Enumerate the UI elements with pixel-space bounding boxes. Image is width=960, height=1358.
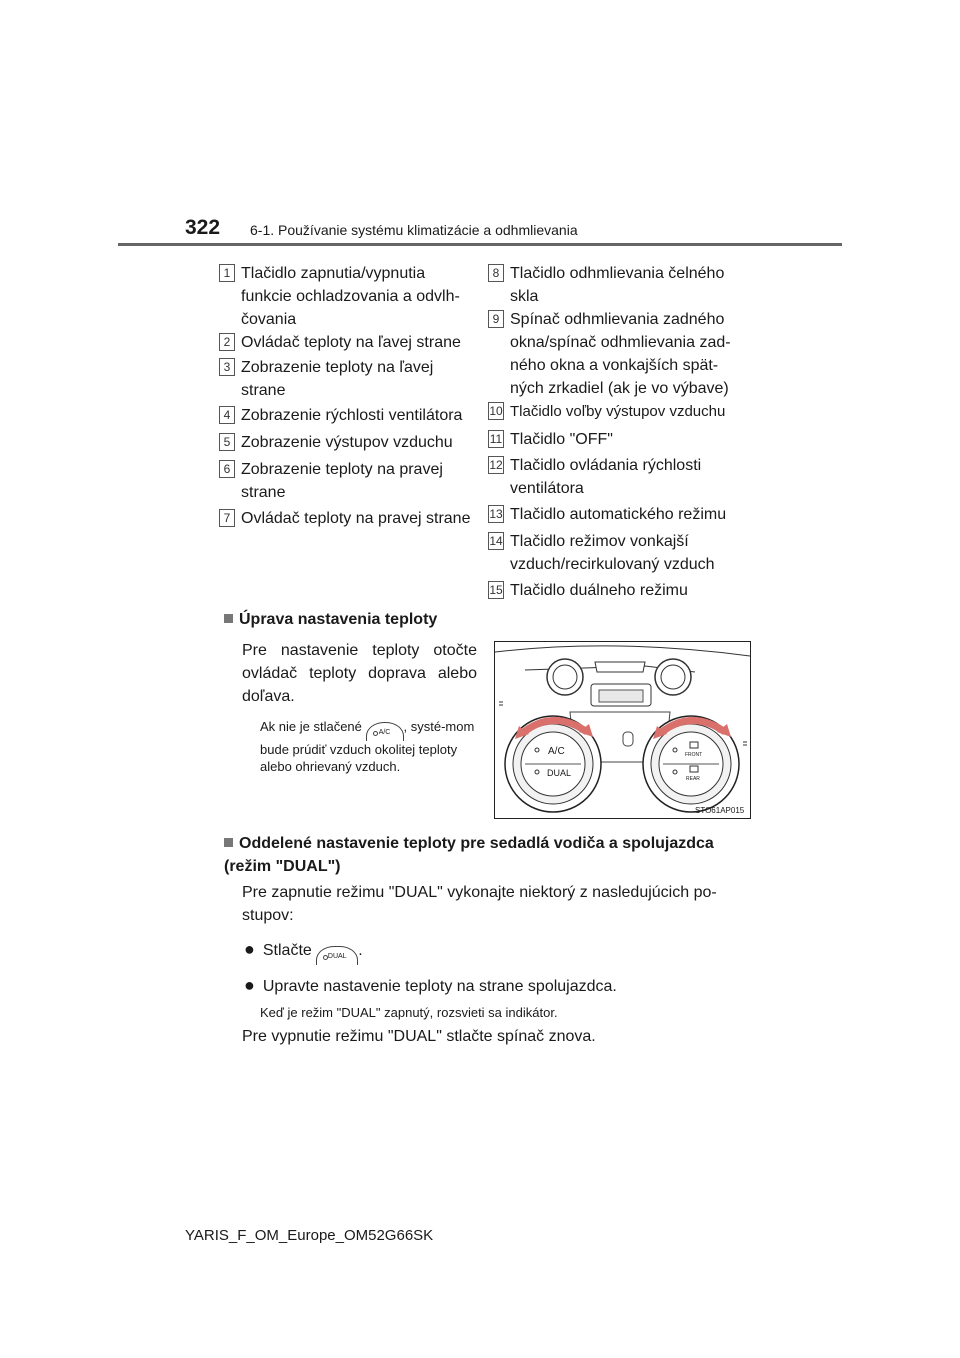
ac-button-icon: A/C [366, 722, 404, 741]
callout-number: 3 [219, 358, 235, 376]
dual-step-press: ● Stlačte DUAL . [244, 938, 363, 965]
callout-number: 1 [219, 264, 235, 282]
figure-code: STO61AP015 [695, 806, 745, 815]
callout-number: 7 [219, 509, 235, 527]
callout-number: 11 [489, 432, 503, 446]
header-divider [118, 243, 842, 246]
legend-text: Tlačidlo "OFF" [510, 431, 613, 448]
dual-note: Keď je režim "DUAL" zapnutý, rozsvieti sa indikátor. [260, 1005, 558, 1020]
legend-text: Tlačidlo režimov vonkajší vzduch/recirkulovaný vzduch [510, 533, 715, 573]
legend-text: Tlačidlo voľby výstupov vzduchu [510, 403, 726, 420]
callout-number: 9 [488, 310, 504, 328]
dual-knob-label: DUAL [547, 768, 572, 778]
legend-text: Tlačidlo odhmlievania čelného skla [510, 265, 725, 305]
rear-defog-label: REAR [686, 776, 700, 782]
dual-intro: Pre zapnutie režimu "DUAL" vykonajte niektorý z nasledujúcich po-stupov: [242, 884, 717, 924]
legend-text: Zobrazenie teploty na ľavej strane [241, 359, 434, 399]
callout-number: 2 [219, 333, 235, 351]
temperature-note: Ak nie je stlačené A/C , systé-mom bude prúdiť vzduch okolitej teploty alebo ohrievaný vzduch. [260, 719, 475, 774]
chapter-title: 6-1. Používanie systému klimatizácie a odhmlievania [250, 222, 578, 238]
legend-text: Zobrazenie teploty na pravej strane [241, 461, 443, 501]
legend-text: Tlačidlo duálneho režimu [510, 582, 688, 599]
dual-button-icon: DUAL [316, 946, 358, 965]
dashboard-drawing [495, 642, 750, 818]
section-heading-dual: Oddelené nastavenie teploty pre sedadlá vodiča a spolujazdca (režim "DUAL") [224, 835, 714, 875]
callout-number: 8 [488, 264, 504, 282]
legend-text: Ovládač teploty na pravej strane [241, 510, 471, 527]
dual-step-adjust: ● Upravte nastavenie teploty na strane spolujazdca. [244, 975, 617, 995]
legend-text: Spínač odhmlievania zadného okna/spínač odhmlievania zad-ného okna a vonkajších spät-ných zrkadiel (ak je vo výbave) [510, 311, 731, 397]
legend-text: Ovládač teploty na ľavej strane [241, 334, 461, 351]
round-bullet-icon: ● [244, 939, 255, 959]
callout-number: 13 [489, 507, 503, 521]
callout-number: 6 [219, 460, 235, 478]
document-footer: YARIS_F_OM_Europe_OM52G66SK [185, 1227, 434, 1244]
legend-text: Zobrazenie rýchlosti ventilátora [241, 407, 463, 424]
legend-text: Tlačidlo zapnutia/vypnutia funkcie ochladzovania a odvlh-čovania [241, 265, 460, 328]
section-heading-temperature: Úprava nastavenia teploty [224, 611, 437, 629]
round-bullet-icon: ● [244, 975, 255, 995]
temperature-instruction: Pre nastavenie teploty otočte ovládač teploty doprava alebo doľava. [242, 642, 477, 705]
callout-number: 12 [489, 458, 503, 472]
legend-text: Tlačidlo automatického režimu [510, 506, 727, 523]
square-bullet-icon [224, 838, 233, 847]
callout-number: 10 [489, 404, 503, 418]
page-number: 322 [185, 216, 221, 239]
square-bullet-icon [224, 614, 233, 623]
legend-text: Tlačidlo ovládania rýchlosti ventilátora [510, 457, 702, 497]
front-defog-label: FRONT [685, 752, 703, 758]
climate-control-illustration [494, 641, 751, 819]
callout-number: 5 [219, 433, 235, 451]
legend-text: Zobrazenie výstupov vzduchu [241, 434, 453, 451]
callout-number: 14 [489, 534, 503, 548]
ac-knob-label: A/C [548, 746, 565, 757]
dual-closing: Pre vypnutie režimu "DUAL" stlačte spínač znova. [242, 1028, 596, 1045]
callout-number: 4 [219, 406, 235, 424]
callout-number: 15 [489, 583, 503, 597]
